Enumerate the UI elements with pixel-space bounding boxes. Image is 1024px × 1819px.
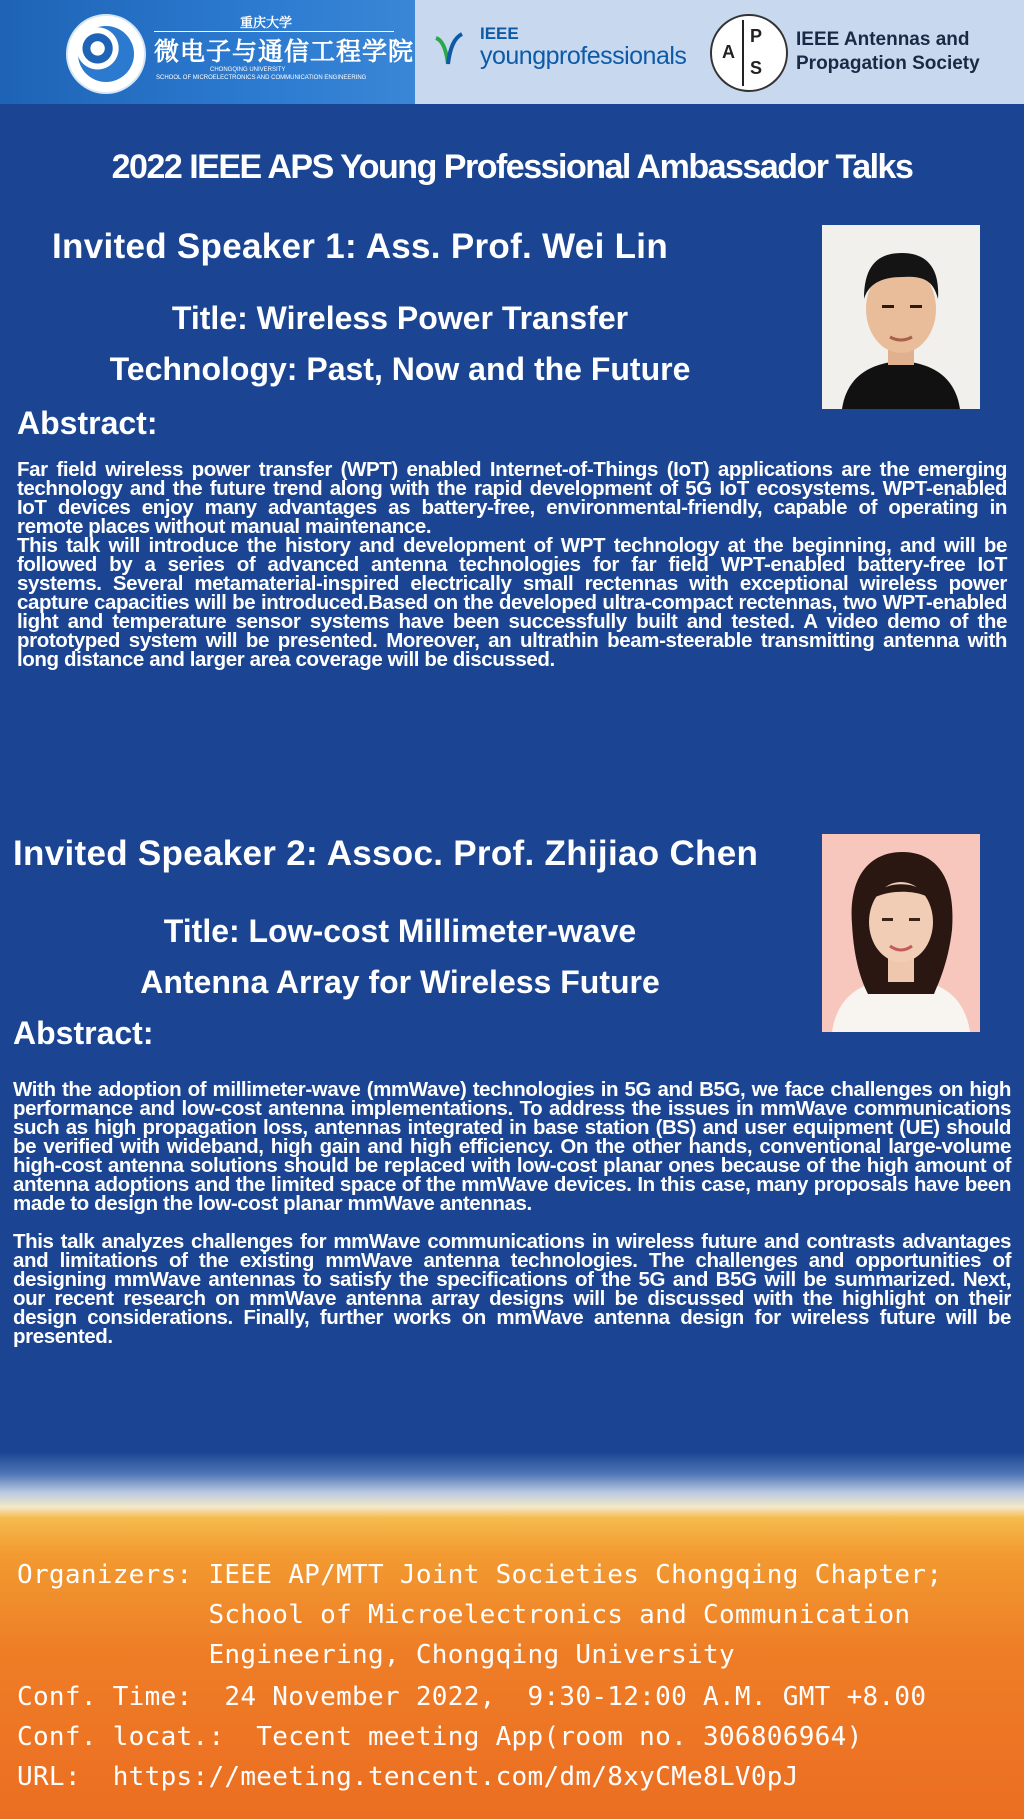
conference-time: Conf. Time: 24 November 2022, 9:30-12:00 A.M. GMT +8.00 [17,1682,927,1712]
yp-ieee-label: IEEE [480,24,519,43]
speaker1-photo [822,225,980,409]
aps-logo: A P S [710,14,788,92]
speaker2-heading: Invited Speaker 2: Assoc. Prof. Zhijiao Chen [13,834,759,873]
speaker1-abstract-paragraph: Far field wireless power transfer (WPT) enabled Internet-of-Things (IoT) applications are the emerging technology and the future trend along with the rapid development of 5G IoT ecosystems. WPT-enabled IoT devices enjoy many advantages as battery-free, environmental-friendly, capable of operating in remote places without manual maintenance. [17,458,1007,538]
yp-wordmark: youngprofessionals [480,42,687,70]
conference-location: Conf. locat.: Tecent meeting App(room no. 306806964) [17,1722,863,1752]
speaker1-heading: Invited Speaker 1: Ass. Prof. Wei Lin [52,227,668,266]
speaker2-abstract-paragraph: This talk analyzes challenges for mmWave communications in wireless future and contrasts advantages and limitations of the existing mmWave antenna technologies. The challenges and opportunities of designing mmWave antennas to satisfy the specifications of the 5G and B5G will be summarized. Next, our recent research on mmWave antenna array designs will be discussed with the highlight on their design considerations. Finally, further works on mmWave antenna design for wireless future will be presented. [13,1230,1011,1348]
speaker1-abstract-label: Abstract: [17,405,158,441]
organizers-line-3: Engineering, Chongqing University [17,1640,735,1670]
university-script-name: 重庆大学 [240,16,293,31]
school-subtitle-english: SCHOOL OF MICROELECTRONICS AND COMMUNICATION ENGINEERING [156,75,367,81]
school-subtitle-university: CHONGQING UNIVERSITY [210,67,286,73]
organizers-line: Organizers: IEEE AP/MTT Joint Societies Chongqing Chapter; [17,1560,943,1590]
ieee-yp-logo-icon [434,30,464,66]
speaker1-abstract-paragraph: This talk will introduce the history and development of WPT technology at the beginning, and will be followed by a series of advanced antenna technologies for far field WPT-enabled battery-free IoT systems. Several metamaterial-inspired electrically small rectennas with exceptional wireless power capture capacities will be introduced.Based on the developed ultra-compact rectennas, two WPT-enabled light and temperature sensor systems have been successfully built and tested. A video demo of the prototyped system will be presented. Moreover, an ultrathin beam-steerable transmitting antenna with long distance and larger area coverage will be discussed. [17,534,1007,671]
page-title: 2022 IEEE APS Young Professional Ambassador Talks [111,148,913,186]
speaker1-abstract [17,460,1007,669]
speaker2-photo [822,834,980,1032]
aps-society-name: IEEE Antennas and Propagation Society [796,29,980,74]
sponsor-banner [415,0,1024,104]
speaker2-abstract-paragraph: With the adoption of millimeter-wave (mmWave) technologies in 5G and B5G, we face challenges on high performance and low-cost antenna implementations. To address the issues in mmWave communications such as high propagation loss, antennas integrated in base station (BS) and user equipment (UE) should be verified with wideband, high gain and high efficiency. On the other hands, conventional large-volume high-cost antenna solutions should be replaced with low-cost planar ones because of the high amount of antenna adoptions and the limited space of the mmWave devices. In this case, many proposals have been made to design the low-cost planar mmWave antennas. [13,1078,1011,1215]
speaker2-talk-title: Title: Low-cost Millimeter-wave Antenna Array for Wireless Future [140,913,660,1000]
university-banner [0,0,415,104]
school-name: 微电子与通信工程学院 [154,38,415,66]
chongqing-university-logo [66,14,146,94]
header-banner [0,0,1024,104]
organizers-line-2: School of Microelectronics and Communication [17,1600,911,1630]
meeting-url[interactable]: URL: https://meeting.tencent.com/dm/8xyCMe8LV0pJ [17,1762,799,1792]
speaker2-abstract-label: Abstract: [13,1015,154,1051]
speaker1-talk-title: Title: Wireless Power Transfer Technology: Past, Now and the Future [109,300,691,387]
speaker2-abstract [13,1080,1011,1346]
aps-divider-icon [742,20,746,86]
